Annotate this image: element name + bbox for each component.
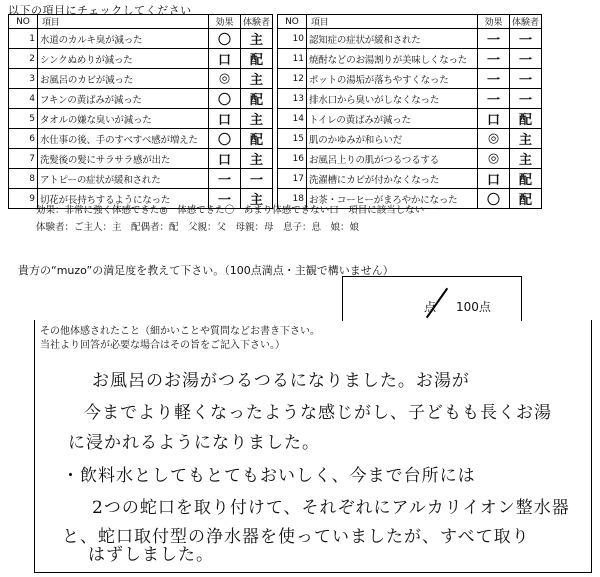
effect-mark[interactable]: 〇 <box>209 29 241 49</box>
comments-prompt-note: 当社より回答が必要な場合はその旨をご記入下さい。） <box>40 340 285 351</box>
item-number: 10 <box>278 29 307 49</box>
experiencer-mark[interactable]: 主 <box>241 29 273 49</box>
item-number: 7 <box>9 149 38 169</box>
experiencer-mark[interactable]: 主 <box>241 69 273 89</box>
header-no-right: NO <box>278 15 307 29</box>
item-label: アトピーの症状が緩和された <box>38 169 209 189</box>
item-label: 洗濯槽にカビが付かなくなった <box>307 169 478 189</box>
experiencer-mark[interactable]: 配 <box>510 109 542 129</box>
handwritten-line: はずしました。 <box>88 545 214 565</box>
item-label: 洗髪後の髪にサラサラ感が出た <box>38 149 209 169</box>
item-label: 焼酎などのお湯割りが美味しくなった <box>307 49 478 69</box>
experiencer-mark[interactable]: 配 <box>241 49 273 69</box>
item-number: 18 <box>278 189 307 209</box>
table-row <box>9 69 542 89</box>
item-number: 11 <box>278 49 307 69</box>
effect-mark[interactable]: 一 <box>209 189 241 209</box>
handwritten-line: と、蛇口取付型の浄水器を使っていましたが、すべて取り <box>62 527 530 547</box>
experiencer-mark[interactable]: 配 <box>241 129 273 149</box>
experiencer-mark[interactable]: 一 <box>510 89 542 109</box>
item-number: 17 <box>278 169 307 189</box>
table-row <box>9 149 542 169</box>
effect-mark[interactable]: ◎ <box>209 69 241 89</box>
item-label: 排水口から臭いがしなくなった <box>307 89 478 109</box>
header-no: NO <box>9 15 38 29</box>
item-number: 16 <box>278 149 307 169</box>
effect-legend: 効果：非常に強く体感できた◎ 体感できた〇 あまり体感できない口 項目に該当しない一 <box>36 205 434 216</box>
handwritten-line: 今までより軽くなったような感じがし、子どもも長くお湯 <box>84 403 552 423</box>
item-number: 13 <box>278 89 307 109</box>
item-number: 2 <box>9 49 38 69</box>
effect-mark[interactable]: 口 <box>209 149 241 169</box>
satisfaction-question: 貴方の“muzo”の満足度を教えて下さい。（100点満点・主観で構いません） <box>18 264 394 277</box>
item-label: タオルの嫌な臭いが減った <box>38 109 209 129</box>
header-item: 項目 <box>38 15 209 29</box>
item-number: 8 <box>9 169 38 189</box>
item-number: 15 <box>278 129 307 149</box>
experiencer-mark[interactable]: 一 <box>241 169 273 189</box>
item-label: ポットの湯垢が落ちやすくなった <box>307 69 478 89</box>
table-row <box>9 29 542 49</box>
header-effect-right: 効果 <box>478 15 510 29</box>
item-number: 14 <box>278 109 307 129</box>
item-label: 水仕事の後、手のすべすべ感が増えた <box>38 129 209 149</box>
effect-mark[interactable]: 口 <box>209 109 241 129</box>
effect-mark[interactable]: 〇 <box>209 89 241 109</box>
effect-mark[interactable]: 〇 <box>209 129 241 149</box>
header-effect: 効果 <box>209 15 241 29</box>
effect-mark[interactable]: 一 <box>478 89 510 109</box>
experiencer-legend: 体験者：ご主人：主 配偶者：配 父親：父 母親：母 息子：息 娘：娘 <box>36 222 360 233</box>
effect-mark[interactable]: 一 <box>209 169 241 189</box>
effect-mark[interactable]: ◎ <box>478 149 510 169</box>
table-row <box>9 169 542 189</box>
handwritten-line: 2つの蛇口を取り付けて、それぞれにアルカリイオン整水器 <box>92 498 570 518</box>
experiencer-mark[interactable]: 主 <box>510 129 542 149</box>
experiencer-mark[interactable]: 一 <box>510 49 542 69</box>
experiencer-mark[interactable]: 配 <box>510 169 542 189</box>
effect-mark[interactable]: ◎ <box>478 129 510 149</box>
header-experiencer-right: 体験者 <box>510 15 542 29</box>
experiencer-mark[interactable]: 一 <box>510 29 542 49</box>
item-label: 切花が長持ちするようになった <box>38 189 209 209</box>
item-label: 肌のかゆみが和らいだ <box>307 129 478 149</box>
effect-mark[interactable]: 一 <box>478 29 510 49</box>
experiencer-mark[interactable]: 一 <box>510 69 542 89</box>
item-label: トイレの黄ばみが減った <box>307 109 478 129</box>
effect-mark[interactable]: 口 <box>209 49 241 69</box>
experiencer-mark[interactable]: 主 <box>241 109 273 129</box>
table-row <box>9 49 542 69</box>
item-number: 12 <box>278 69 307 89</box>
table-header-row <box>9 15 542 29</box>
handwritten-line: に浸かれるようになりました。 <box>68 433 320 453</box>
item-label: お茶・コーヒーがまろやかになった <box>307 189 478 209</box>
header-item-right: 項目 <box>307 15 478 29</box>
experiencer-mark[interactable]: 主 <box>241 189 273 209</box>
item-number: 1 <box>9 29 38 49</box>
item-label: 水道のカルキ臭が減った <box>38 29 209 49</box>
effect-mark[interactable]: 口 <box>478 109 510 129</box>
experiencer-mark[interactable]: 主 <box>510 149 542 169</box>
table-row <box>9 129 542 149</box>
handwritten-line: お風呂のお湯がつるつるになりました。お湯が <box>92 371 470 391</box>
comments-prompt: その他体感されたこと（細かいことや質問などお書き下さい。 <box>40 326 320 337</box>
effect-mark[interactable]: 口 <box>478 169 510 189</box>
table-row <box>9 89 542 109</box>
item-number: 3 <box>9 69 38 89</box>
effect-mark[interactable]: 一 <box>478 49 510 69</box>
item-label: シンクぬめりが減った <box>38 49 209 69</box>
item-label: お風呂上りの肌がつるつるする <box>307 149 478 169</box>
table-row <box>9 109 542 129</box>
score-unit: 点 <box>424 300 437 314</box>
experiencer-mark[interactable]: 配 <box>510 189 542 209</box>
item-label: フキンの黄ばみが減った <box>38 89 209 109</box>
item-number: 6 <box>9 129 38 149</box>
effect-mark[interactable]: 一 <box>478 69 510 89</box>
effect-mark[interactable]: 〇 <box>478 189 510 209</box>
item-label: 認知症の症状が緩和された <box>307 29 478 49</box>
header-experiencer: 体験者 <box>241 15 273 29</box>
item-label: お風呂のカビが減った <box>38 69 209 89</box>
item-number: 4 <box>9 89 38 109</box>
checklist-table <box>8 14 542 209</box>
handwritten-line: ・飲料水としてもとてもおいしく、今まで台所には <box>62 466 476 486</box>
item-number: 9 <box>9 189 38 209</box>
item-number: 5 <box>9 109 38 129</box>
checklist-title: 以下の項目にチェックしてください <box>8 4 192 17</box>
score-max: 100点 <box>456 300 491 314</box>
experiencer-mark[interactable]: 主 <box>241 149 273 169</box>
experiencer-mark[interactable]: 配 <box>241 89 273 109</box>
